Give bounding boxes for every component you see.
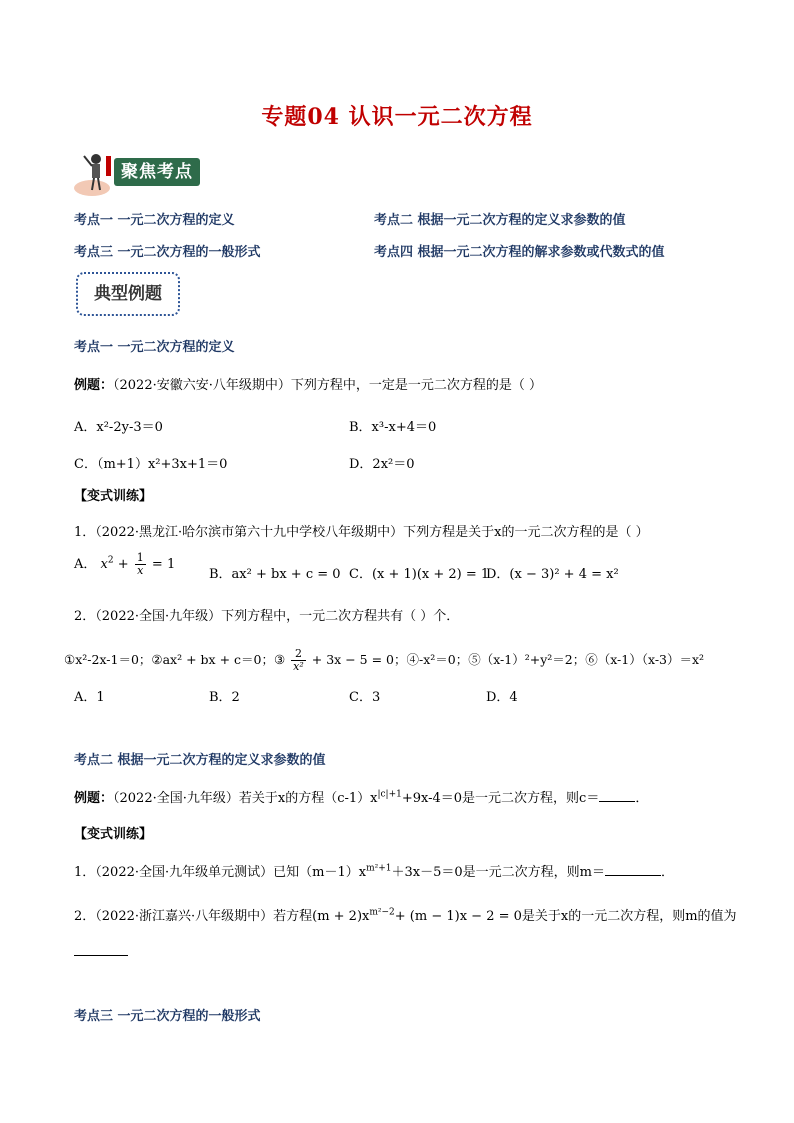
practice2-q1-text-2: ＋3x－5＝0是一元二次方程，则m＝ [391,865,605,880]
example2-text-2: +9x-4＝0是一元二次方程，则c＝ [401,791,600,806]
practice-label-2: 【变式训练】 [74,827,153,842]
topic-1: 考点一 一元二次方程的定义 [74,213,235,228]
option-c: C．（m+1）x²+3x+1＝0 [74,457,228,472]
practice1-q1-a: A． $x^2$ + $\frac{1}{x}$ = 1 [74,551,176,577]
section1-heading: 考点一 一元二次方程的定义 [74,340,235,355]
student-figure-icon [72,150,120,198]
practice1-q2-list [64,648,704,673]
topic-2: 考点二 根据一元二次方程的定义求参数的值 [374,213,626,228]
practice1-q2-c: C．3 [349,690,381,705]
example-text: （2022·安徽六安·八年级期中）下列方程中，一定是一元二次方程的是（ ） [113,378,542,393]
section2-example: 例题：（2022·全国·九年级）若关于x的方程$(c-1)x^{|c|+1}+9x-4=0$是一元二次方程，则c＝ ． [74,789,649,806]
examples-label: 典型例题 [76,272,180,316]
answer-blank[interactable] [605,875,661,876]
option-d: D．2x²＝0 [349,457,415,472]
practice2-q1-text-1: 1．（2022·全国·九年级单元测试）已知（m－1）x [74,865,367,880]
practice1-q2: 2．（2022·全国·九年级）下列方程中，一元二次方程共有（ ）个． [74,609,460,624]
q2-list-part2: + 3x − 5 = 0；④-x²＝0；⑤（x-1）²+y²＝2；⑥（x-1）（x-3）＝x² [311,652,705,667]
section3-heading: 考点三 一元二次方程的一般形式 [74,1009,261,1024]
focus-banner [72,150,202,198]
practice2-q2: 2．（2022·浙江嘉兴·八年级期中）若方程$(m + 2)x^{m^2-2}+ (m - 1)x - 2 = 0$是关于x的一元二次方程，则m的值为 [74,907,737,924]
practice1-q2-b: B．2 [209,690,240,705]
practice1-q1-c: C．(x + 1)(x + 2) = 1 [349,567,490,582]
answer-blank[interactable] [599,801,635,802]
practice1-q2-d: D．4 [486,690,518,705]
topic-3: 考点三 一元二次方程的一般形式 [74,245,261,260]
fraction-one-over-x: $\frac{1}{x}$ [136,551,144,577]
practice2-q2-text-1: 2．（2022·浙江嘉兴·八年级期中）若方程(m + 2)x [74,909,370,924]
option-a: A．x²-2y-3＝0 [74,420,163,435]
example-prefix-2: 例题： [74,791,114,806]
option-b: B．x³-x+4＝0 [349,420,437,435]
practice1-q1-b: B．ax² + bx + c = 0 [209,567,341,582]
practice1-q2-a: A．1 [74,690,105,705]
practice2-q2-text-2: + (m − 1)x − 2 = 0是关于x的一元二次方程，则m的值为 [394,909,737,924]
section1-example [74,374,542,393]
focus-label: 聚焦考点 [114,158,200,186]
q2-list-part1: ①x²-2x-1＝0；②ax² + bx + c＝0；③ [64,652,286,667]
example-prefix: 例题： [74,378,114,393]
practice2-q1: 1．（2022·全国·九年级单元测试）已知$(m-1)x^{m^2+1}+3x-5=0$是一元二次方程，则m＝ ． [74,863,674,880]
answer-blank[interactable] [74,955,128,956]
practice1-q1: 1．（2022·黑龙江·哈尔滨市第六十九中学校八年级期中）下列方程是关于x的一元二次方程的是（ ） [74,525,649,540]
page-title: 专题04 认识一元二次方程 [261,104,533,130]
section2-heading: 考点二 根据一元二次方程的定义求参数的值 [74,753,326,768]
example2-text-1: （2022·全国·九年级）若关于x的方程（c-1）x [113,791,378,806]
practice-label-1: 【变式训练】 [74,489,153,504]
q1-a-prefix: A． [74,557,97,572]
topic-4: 考点四 根据一元二次方程的解求参数或代数式的值 [374,245,665,260]
practice1-q1-d: D．(x − 3)² + 4 = x² [486,567,619,582]
fraction-two-over-x-squared: $\frac{2}{\text{x²}}$ [293,647,304,673]
